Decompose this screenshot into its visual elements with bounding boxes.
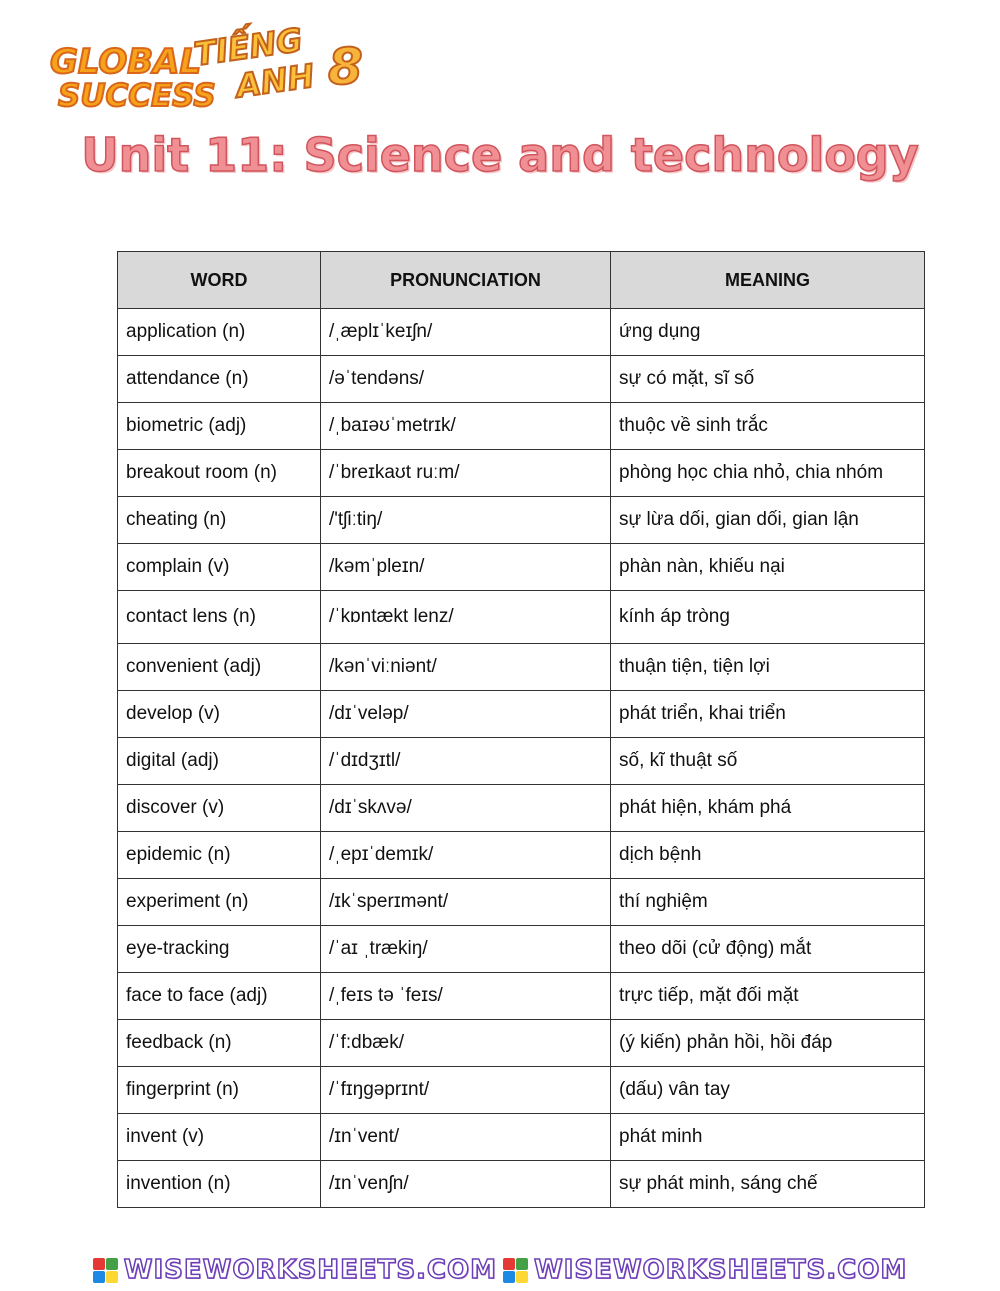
table-row xyxy=(118,591,925,644)
table-row xyxy=(118,785,925,832)
meaning-cell: dịch bệnh xyxy=(611,832,925,879)
word-cell: application (n) xyxy=(118,309,321,356)
pronunciation-cell: /ɪnˈvenʃn/ xyxy=(321,1161,611,1208)
table-row xyxy=(118,879,925,926)
meaning-cell: sự lừa dối, gian dối, gian lận xyxy=(611,497,925,544)
table-row xyxy=(118,1161,925,1208)
pronunciation-cell: /ˈaɪ ˌtrækiŋ/ xyxy=(321,926,611,973)
global-success-logo xyxy=(48,34,216,118)
word-cell: attendance (n) xyxy=(118,356,321,403)
table-row xyxy=(118,403,925,450)
word-cell: epidemic (n) xyxy=(118,832,321,879)
word-cell: eye-tracking xyxy=(118,926,321,973)
icon-square xyxy=(93,1271,105,1283)
meaning-cell: thí nghiệm xyxy=(611,879,925,926)
icon-square xyxy=(93,1258,105,1270)
word-cell: cheating (n) xyxy=(118,497,321,544)
table-row xyxy=(118,691,925,738)
table-row xyxy=(118,356,925,403)
table-row xyxy=(118,1067,925,1114)
header-word: WORD xyxy=(118,252,321,309)
logo-grade-text: 8 xyxy=(328,38,363,96)
icon-square xyxy=(503,1271,515,1283)
table-row xyxy=(118,832,925,879)
table-row xyxy=(118,926,925,973)
logo-anh-text: ANH xyxy=(233,56,317,106)
meaning-cell: phòng học chia nhỏ, chia nhóm xyxy=(611,450,925,497)
pronunciation-cell: /ɪnˈvent/ xyxy=(321,1114,611,1161)
table-row xyxy=(118,309,925,356)
icon-square xyxy=(106,1271,118,1283)
table-body xyxy=(118,309,925,1208)
pronunciation-cell: /ˌepɪˈdemɪk/ xyxy=(321,832,611,879)
pronunciation-cell: /ˈdɪdʒɪtl/ xyxy=(321,738,611,785)
table-row xyxy=(118,644,925,691)
icon-square xyxy=(516,1258,528,1270)
logo-success-text: SUCCESS xyxy=(58,78,216,114)
meaning-cell: sự có mặt, sĩ số xyxy=(611,356,925,403)
word-cell: convenient (adj) xyxy=(118,644,321,691)
pronunciation-cell: /ˈf:dbæk/ xyxy=(321,1020,611,1067)
meaning-cell: số, kĩ thuật số xyxy=(611,738,925,785)
wiseworksheets-logo-icon xyxy=(503,1258,528,1283)
word-cell: breakout room (n) xyxy=(118,450,321,497)
word-cell: invent (v) xyxy=(118,1114,321,1161)
word-cell: fingerprint (n) xyxy=(118,1067,321,1114)
pronunciation-cell: /ˈkɒntækt lenz/ xyxy=(321,591,611,644)
meaning-cell: (dấu) vân tay xyxy=(611,1067,925,1114)
table-row xyxy=(118,544,925,591)
page-title: Unit 11: Science and technology xyxy=(81,128,919,182)
pronunciation-cell: /'tʃiːtiŋ/ xyxy=(321,497,611,544)
pronunciation-cell: /dɪˈskʌvə/ xyxy=(321,785,611,832)
meaning-cell: (ý kiến) phản hồi, hồi đáp xyxy=(611,1020,925,1067)
table-row xyxy=(118,1114,925,1161)
wiseworksheets-logo-icon xyxy=(93,1258,118,1283)
word-cell: experiment (n) xyxy=(118,879,321,926)
meaning-cell: phát hiện, khám phá xyxy=(611,785,925,832)
tieng-anh-logo xyxy=(191,20,382,108)
meaning-cell: sự phát minh, sáng chế xyxy=(611,1161,925,1208)
vocabulary-table xyxy=(117,251,925,1208)
footer-watermark xyxy=(0,1252,1000,1288)
word-cell: face to face (adj) xyxy=(118,973,321,1020)
icon-square xyxy=(106,1258,118,1270)
word-cell: digital (adj) xyxy=(118,738,321,785)
watermark-text: WISEWORKSHEETS.COM xyxy=(123,1255,497,1285)
meaning-cell: theo dõi (cử động) mắt xyxy=(611,926,925,973)
word-cell: complain (v) xyxy=(118,544,321,591)
word-cell: contact lens (n) xyxy=(118,591,321,644)
pronunciation-cell: /ˌæplɪˈkeɪʃn/ xyxy=(321,309,611,356)
pronunciation-cell: /kənˈviːniənt/ xyxy=(321,644,611,691)
table-header-row xyxy=(118,252,925,309)
header-pronunciation: PRONUNCIATION xyxy=(321,252,611,309)
icon-square xyxy=(516,1271,528,1283)
meaning-cell: ứng dụng xyxy=(611,309,925,356)
word-cell: feedback (n) xyxy=(118,1020,321,1067)
meaning-cell: thuận tiện, tiện lợi xyxy=(611,644,925,691)
meaning-cell: thuộc về sinh trắc xyxy=(611,403,925,450)
icon-square xyxy=(503,1258,515,1270)
pronunciation-cell: /əˈtendəns/ xyxy=(321,356,611,403)
pronunciation-cell: /ɪkˈsperɪmənt/ xyxy=(321,879,611,926)
pronunciation-cell: /ˈfɪŋɡəprɪnt/ xyxy=(321,1067,611,1114)
header-meaning: MEANING xyxy=(611,252,925,309)
table-row xyxy=(118,738,925,785)
meaning-cell: kính áp tròng xyxy=(611,591,925,644)
word-cell: discover (v) xyxy=(118,785,321,832)
meaning-cell: phàn nàn, khiếu nại xyxy=(611,544,925,591)
logo-tieng-text: TIẾNG xyxy=(191,20,305,74)
meaning-cell: trực tiếp, mặt đối mặt xyxy=(611,973,925,1020)
watermark-text: WISEWORKSHEETS.COM xyxy=(534,1255,908,1285)
pronunciation-cell: /dɪˈveləp/ xyxy=(321,691,611,738)
word-cell: biometric (adj) xyxy=(118,403,321,450)
table-row xyxy=(118,450,925,497)
table-row xyxy=(118,497,925,544)
table-row xyxy=(118,973,925,1020)
pronunciation-cell: /kəmˈpleɪn/ xyxy=(321,544,611,591)
word-cell: invention (n) xyxy=(118,1161,321,1208)
pronunciation-cell: /ˌfeɪs tə ˈfeɪs/ xyxy=(321,973,611,1020)
meaning-cell: phát minh xyxy=(611,1114,925,1161)
pronunciation-cell: /ˈbreɪkaʊt ruːm/ xyxy=(321,450,611,497)
pronunciation-cell: /ˌbaɪəʊˈmetrɪk/ xyxy=(321,403,611,450)
meaning-cell: phát triển, khai triển xyxy=(611,691,925,738)
table-row xyxy=(118,1020,925,1067)
word-cell: develop (v) xyxy=(118,691,321,738)
logo-global-text: GLOBAL xyxy=(50,42,202,82)
